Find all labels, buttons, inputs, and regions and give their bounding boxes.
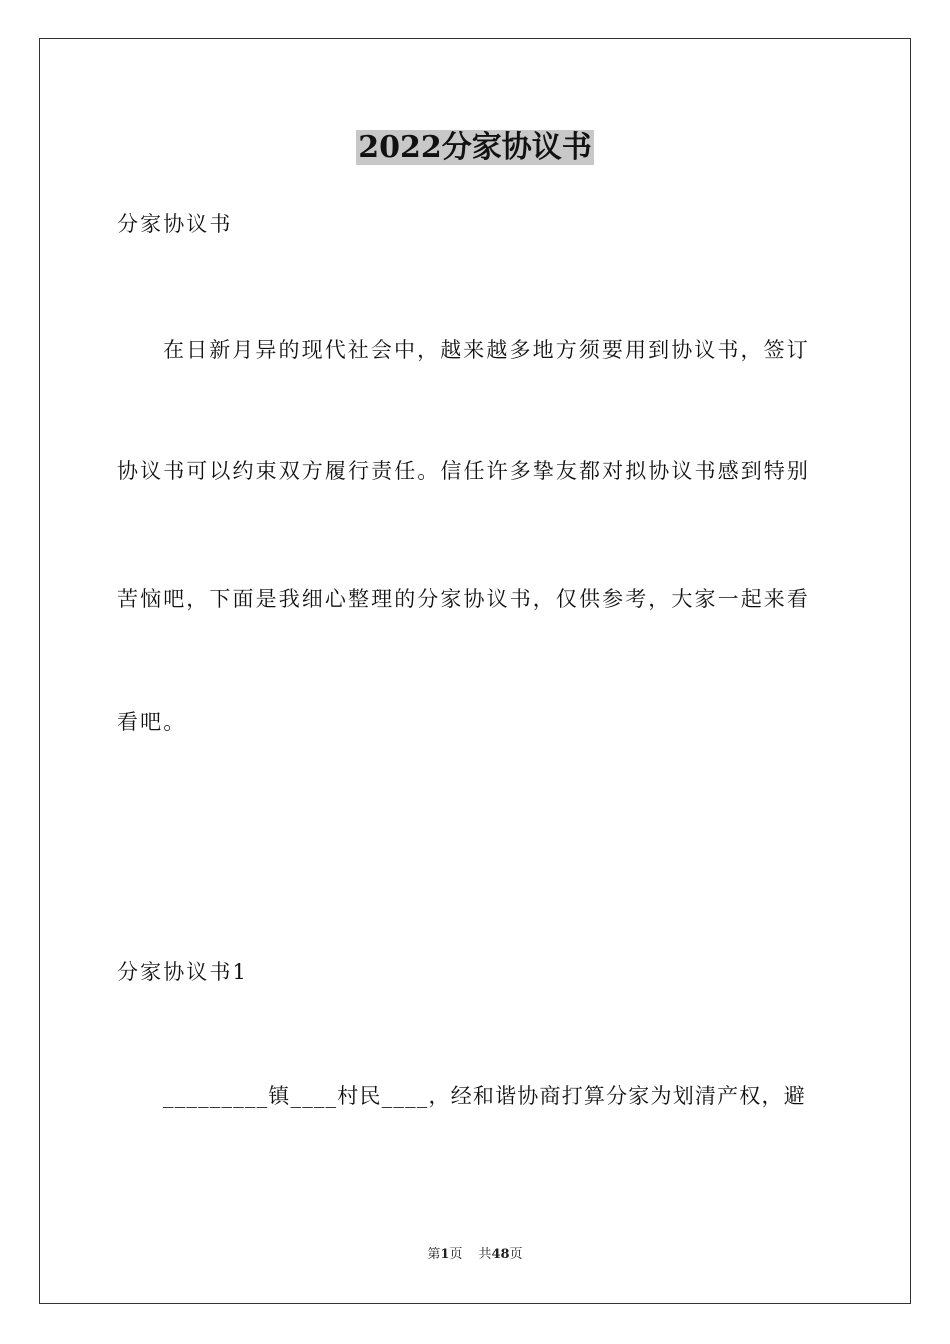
footer-total-pages: 48 [491, 1247, 510, 1262]
footer-page-prefix: 第 [427, 1247, 441, 1262]
document-title [0, 128, 950, 168]
section1-line-1: _________镇____村民____，经和谐协商打算分家为划清产权，避 [163, 1084, 806, 1108]
footer-total-suffix: 页 [509, 1247, 523, 1262]
intro-line-4: 看吧。 [117, 710, 187, 734]
footer-page-suffix: 页 [449, 1247, 463, 1262]
page-footer [0, 1246, 950, 1264]
footer-page-number: 1 [440, 1247, 450, 1262]
intro-line-3: 苦恼吧，下面是我细心整理的分家协议书，仅供参考，大家一起来看 [117, 587, 810, 611]
section1-heading: 分家协议书1 [117, 960, 248, 984]
footer-total-prefix: 共 [478, 1247, 492, 1262]
document-title-text: 2022分家协议书 [358, 130, 592, 165]
document-heading: 分家协议书 [117, 212, 233, 236]
intro-line-1: 在日新月异的现代社会中，越来越多地方须要用到协议书，签订 [163, 338, 810, 362]
intro-line-2: 协议书可以约束双方履行责任。信任许多挚友都对拟协议书感到特别 [117, 459, 810, 483]
